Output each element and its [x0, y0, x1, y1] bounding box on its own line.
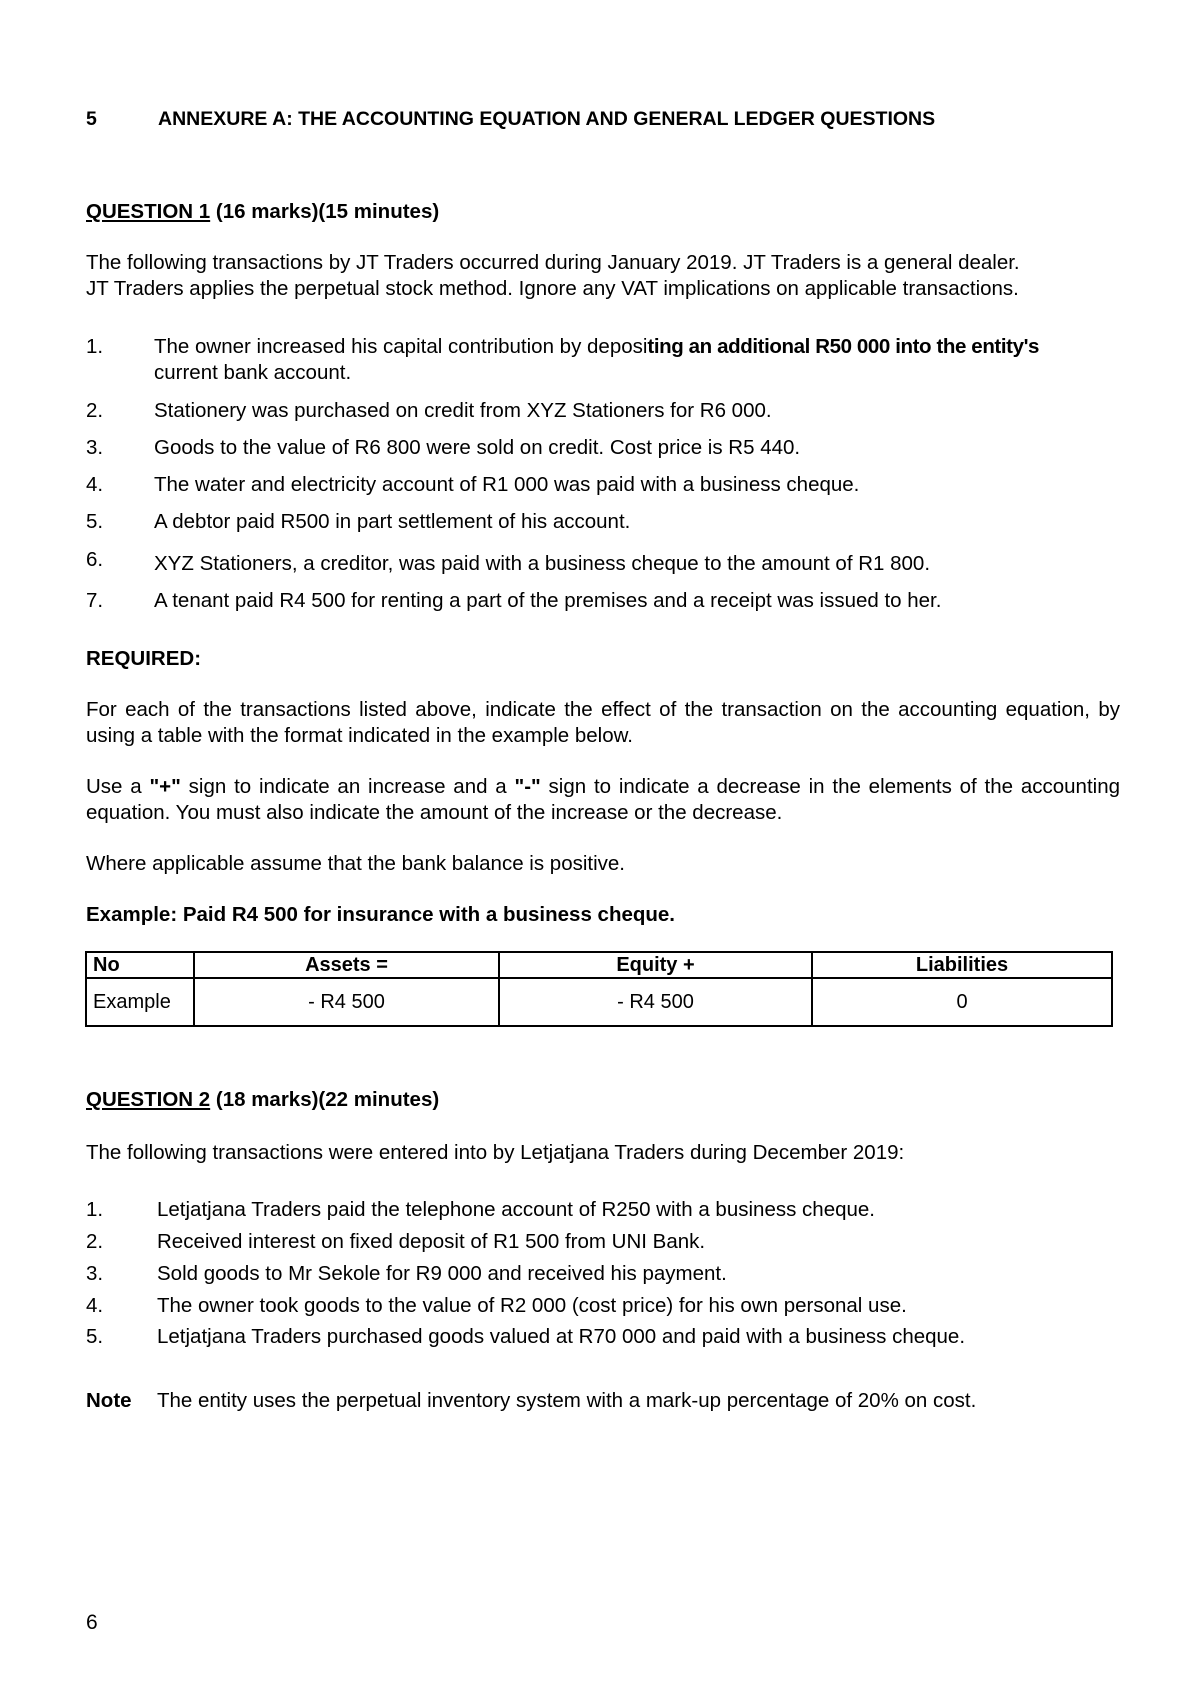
q1-item-text: Goods to the value of R6 800 were sold on credit. Cost price is R5 440.: [154, 436, 801, 459]
q2-item-text: Sold goods to Mr Sekole for R9 000 and received his payment.: [157, 1262, 727, 1285]
required-paragraph-2-part: Use a: [86, 775, 150, 798]
question-1-label: QUESTION 1: [86, 200, 211, 223]
table-cell-no: Example: [86, 978, 194, 1026]
accounting-equation-table: [85, 951, 1113, 1027]
q1-item-number: 2.: [86, 399, 104, 422]
q2-item-number: 1.: [86, 1198, 104, 1221]
table-header-row: [86, 952, 1112, 978]
required-paragraph-3: Where applicable assume that the bank balance is positive.: [86, 852, 626, 875]
table-cell-equity: - R4 500: [499, 978, 812, 1026]
question-1-heading: [86, 199, 439, 225]
q1-item-text-part: The owner increased his capital contribution by deposi: [154, 335, 648, 358]
table-cell-liabilities: 0: [812, 978, 1112, 1026]
q2-item-text: Letjatjana Traders paid the telephone account of R250 with a business cheque.: [157, 1198, 875, 1221]
q2-item-number: 5.: [86, 1325, 104, 1348]
required-paragraph-2-part: sign to indicate an increase and a: [180, 775, 515, 798]
question-1-intro-line-2: JT Traders applies the perpetual stock method. Ignore any VAT implications on applicable transactions.: [86, 277, 1019, 300]
table-header-liabilities: Liabilities: [812, 952, 1112, 978]
question-2-meta: (18 marks)(22 minutes): [210, 1088, 440, 1111]
table-cell-assets: - R4 500: [194, 978, 499, 1026]
question-1-intro-line-1: The following transactions by JT Traders occurred during January 2019. JT Traders is a general dealer.: [86, 251, 1020, 274]
question-2-label: QUESTION 2: [86, 1088, 211, 1111]
minus-sign: "-": [514, 775, 541, 798]
q2-item-text: The owner took goods to the value of R2 000 (cost price) for his own personal use.: [157, 1294, 907, 1317]
q2-item-number: 2.: [86, 1230, 104, 1253]
q2-item-number: 4.: [86, 1294, 104, 1317]
q1-item-text: A debtor paid R500 in part settlement of his account.: [154, 510, 631, 533]
q1-item-number: 1.: [86, 335, 104, 358]
question-1-meta: (16 marks)(15 minutes): [210, 200, 440, 223]
q1-item-text: A tenant paid R4 500 for renting a part of the premises and a receipt was issued to her.: [154, 589, 942, 612]
note-label: Note: [86, 1389, 132, 1412]
required-label: REQUIRED:: [86, 647, 202, 670]
plus-sign: "+": [149, 775, 181, 798]
table-row: [86, 978, 1112, 1026]
section-number: 5: [86, 108, 97, 130]
q1-item-text-bold-part: ting an additional R50 000 into the entity's: [647, 335, 1040, 358]
table-header-no: No: [86, 952, 194, 978]
q1-item-text: Stationery was purchased on credit from XYZ Stationers for R6 000.: [154, 399, 772, 422]
q2-item-number: 3.: [86, 1262, 104, 1285]
q1-item-text: [154, 334, 1134, 360]
q1-item-text: XYZ Stationers, a creditor, was paid with a business cheque to the amount of R1 800.: [154, 552, 931, 575]
q1-item-text-continuation: current bank account.: [154, 361, 352, 384]
q1-item-number: 3.: [86, 436, 104, 459]
required-paragraph-2: [86, 774, 1120, 826]
question-2-intro: The following transactions were entered into by Letjatjana Traders during December 2019:: [86, 1141, 905, 1164]
q2-item-text: Received interest on fixed deposit of R1 500 from UNI Bank.: [157, 1230, 706, 1253]
question-2-heading: [86, 1087, 439, 1113]
required-paragraph-1: For each of the transactions listed above, indicate the effect of the transaction on the accounting equation, by using a table with the format indicated in the example below.: [86, 698, 1120, 747]
note-text: The entity uses the perpetual inventory system with a mark-up percentage of 20% on cost.: [157, 1389, 977, 1412]
q1-item-number: 6.: [86, 548, 104, 571]
table-header-assets: Assets =: [194, 952, 499, 978]
q1-item-text: The water and electricity account of R1 000 was paid with a business cheque.: [154, 473, 860, 496]
page-number: 6: [86, 1611, 98, 1634]
q1-item-number: 7.: [86, 589, 104, 612]
table-header-equity: Equity +: [499, 952, 812, 978]
example-title: Example: Paid R4 500 for insurance with a business cheque.: [86, 903, 676, 926]
q1-item-number: 4.: [86, 473, 104, 496]
q2-item-text: Letjatjana Traders purchased goods valued at R70 000 and paid with a business cheque.: [157, 1325, 966, 1348]
q1-item-number: 5.: [86, 510, 104, 533]
required-paragraph-2-part: sign to indicate a decrease in the elements of the accounting equation. You must also indicate the amount of the increase or the decrease.: [86, 775, 1120, 824]
section-title: ANNEXURE A: THE ACCOUNTING EQUATION AND GENERAL LEDGER QUESTIONS: [158, 108, 936, 130]
